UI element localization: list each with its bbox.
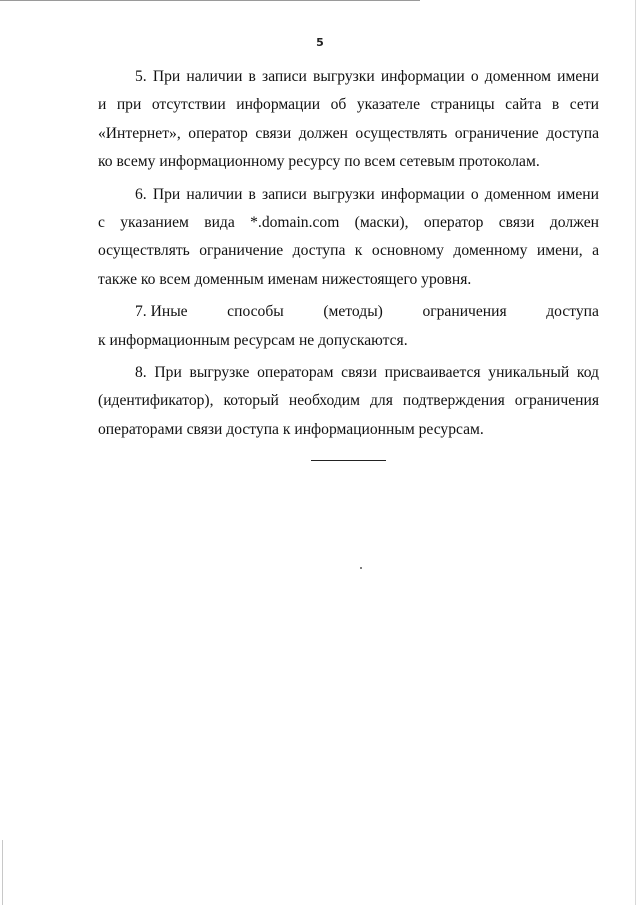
text-line: с указанием вида *.domain.com (маски), оператор связи должен [98,214,599,232]
text-line: к информационным ресурсам не допускаются. [98,331,408,349]
text-line: 5. При наличии в записи выгрузки информации о доменном имени [135,68,599,85]
word: способы [227,303,284,321]
word: ограничения [422,303,507,321]
text-line: «Интернет», оператор связи должен осуществлять ограничение доступа [98,124,599,142]
text-line: 6. При наличии в записи выгрузки информации о доменном имени [135,185,599,203]
scan-edge-top [0,0,420,1]
text-line [98,298,599,326]
text-line: и при отсутствии информации об указателе страницы сайта в сети [98,96,599,114]
word: доступа [546,303,599,321]
word: (методы) [323,303,383,321]
text-line: операторами связи доступа к информационным ресурсам. [98,420,484,438]
paragraph-6 [98,181,599,295]
scan-speck [360,567,362,569]
paragraph-8 [98,359,599,444]
scan-edge-left [2,840,3,905]
closing-rule [311,460,386,461]
scan-edge-right [635,0,636,905]
text-line: также ко всем доменным именам нижестоящего уровня. [98,270,472,288]
paragraph-5 [98,63,599,177]
text-line: ко всему информационному ресурсу по всем сетевым протоколам. [98,153,540,171]
page-number: 5 [316,36,324,49]
paragraph-7 [98,298,599,355]
text-line: (идентификатор), который необходим для подтверждения ограничения [98,392,599,410]
text-line: 8. При выгрузке операторам связи присваивается уникальный код [135,364,599,382]
document-body [98,63,599,448]
text-line: осуществлять ограничение доступа к основному доменному имени, а [98,242,599,260]
word: 7. Иные [135,303,188,321]
